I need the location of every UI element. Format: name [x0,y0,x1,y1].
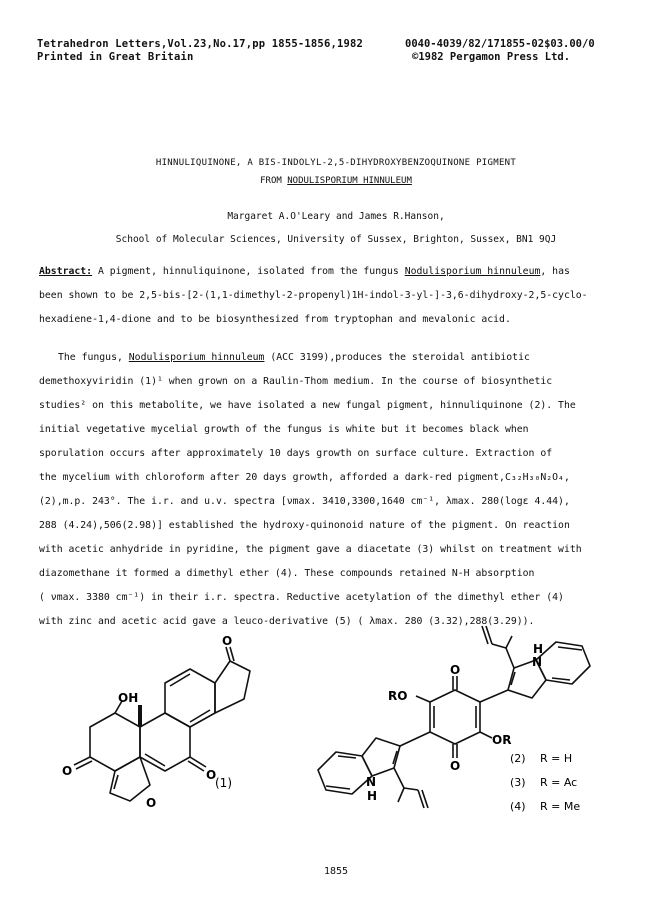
s1-o-left: O [62,764,73,778]
s2-ro: RO [388,689,408,703]
abstract-line-1: Abstract: A pigment, hinnuliquinone, isolated from the fungus Nodulisporium hinnuleum, has [39,266,570,277]
legend-num-4: (4) [510,800,526,813]
s1-o-top: O [222,634,233,648]
s2-h-top: H [533,642,544,656]
s1-o-furan: O [146,796,157,810]
body-line-4: initial vegetative mycelial growth of the fungus is white but it becomes black when [39,424,529,435]
s2-n-bottom: N [366,775,377,789]
body-line-8: 288 (4.24),506(2.98)] established the hydroxy-quinonoid nature of the pigment. On reaction [39,520,570,531]
body-line-5: sporulation occurs after approximately 10 days growth on surface culture. Extraction of [39,448,553,459]
abstract-label: Abstract: [39,266,93,277]
abstract-line-2: been shown to be 2,5-bis-[2-(1,1-dimethyl-2-propenyl)1H-indol-3-yl-]-3,6-dihydroxy-2,5-cyclo- [39,290,588,301]
printed-in: Printed in Great Britain [37,51,194,63]
s1-label: (1) [215,776,232,790]
legend-num-3: (3) [510,776,526,789]
body-line-6: the mycelium with chloroform after 20 days growth, afforded a dark-red pigment,C₃₂H₃₀N₂O₄, [39,472,570,483]
paper-title-line2 [0,176,672,186]
body-line-9: with acetic anhydride in pyridine, the pigment gave a diacetate (3) whilst on treatment with [39,544,582,555]
structure-1-diagram [60,634,290,825]
s1-o-right: O [206,768,217,782]
s2-o-bottom: O [450,759,461,773]
body-line-12: with zinc and acetic acid gave a leuco-derivative (5) ( λmax. 280 (3.32),288(3.29)). [39,616,535,627]
structure-2-diagram [300,640,640,830]
copyright: ©1982 Pergamon Press Ltd. [412,51,571,63]
legend-text-4: R = Me [540,800,581,813]
body-line-2: demethoxyviridin (1)¹ when grown on a Raulin-Thom medium. In the course of biosynthetic [39,376,553,387]
paper-title-line1: HINNULIQUINONE, A BIS-INDOLYL-2,5-DIHYDROXYBENZOQUINONE PIGMENT [155,158,517,168]
journal-citation: Tetrahedron Letters,Vol.23,No.17,pp 1855-1856,1982 [37,38,364,50]
s2-o-top: O [450,663,461,677]
page-number: 1855 [323,866,349,877]
title-prefix: FROM [260,176,282,186]
s2-n-top: N [532,655,543,669]
legend-num-2: (2) [510,752,526,765]
body-species: Nodulisporium hinnuleum [128,352,265,363]
legend-text-3: R = Ac [540,776,578,789]
affiliation: School of Molecular Sciences, University of Sussex, Brighton, Sussex, BN1 9QJ [115,234,557,245]
s1-oh: OH [118,691,139,705]
abstract-line-3: hexadiene-1,4-dione and to be biosynthesized from tryptophan and mevalonic acid. [39,314,511,325]
title-species: NODULISPORIUM HINNULEUM [287,176,412,186]
s2-or: OR [492,733,512,747]
abstract-species: Nodulisporium hinnuleum [404,266,541,277]
body-line-3: studies² on this metabolite, we have isolated a new fungal pigment, hinnuliquinone (2). The [39,400,576,411]
body-line-11: ( νmax. 3380 cm⁻¹) in their i.r. spectra. Reductive acetylation of the dimethyl ether (4) [39,592,564,603]
body-line-7: (2),m.p. 243°. The i.r. and u.v. spectra [νmax. 3410,3300,1640 cm⁻¹, λmax. 280(logε 4.44), [39,496,570,507]
body-line-1: The fungus, Nodulisporium hinnuleum (ACC 3199),produces the steroidal antibiotic [58,352,530,363]
legend-text-2: R = H [540,752,573,765]
authors: Margaret A.O'Leary and James R.Hanson, [227,211,445,222]
issn-code: 0040-4039/82/171855-02$03.00/0 [405,38,595,50]
s2-h-bottom: H [367,789,378,803]
body-line-10: diazomethane it formed a dimethyl ether (4). These compounds retained N-H absorption [39,568,535,579]
